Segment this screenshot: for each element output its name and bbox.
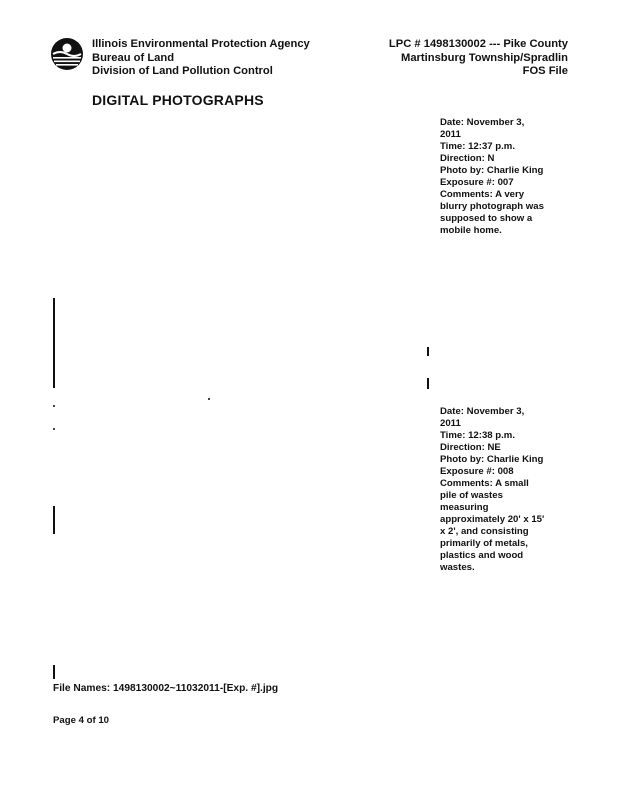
photo-1-photographer: Photo by: Charlie King <box>440 165 544 176</box>
page-title: DIGITAL PHOTOGRAPHS <box>92 92 264 108</box>
photo-2-comments-line: x 2', and consisting <box>440 526 529 537</box>
photo-2-comments-line: primarily of metals, <box>440 538 528 549</box>
photo-1-comments-line: supposed to show a <box>440 213 533 224</box>
site-location: Martinsburg Township/Spradlin <box>401 51 568 64</box>
photo-frame-edge <box>53 665 55 679</box>
photo-2-details <box>440 406 564 574</box>
lpc-number: LPC # 1498130002 --- Pike County <box>388 38 568 50</box>
photo-frame-edge <box>427 378 429 389</box>
photo-2-year: 2011 <box>440 418 461 429</box>
photo-2-comments-line: wastes. <box>440 562 475 573</box>
photo-1-direction: Direction: N <box>440 153 495 164</box>
agency-name: Illinois Environmental Protection Agency <box>92 38 310 50</box>
iepa-logo <box>50 37 84 71</box>
photo-frame-edge <box>427 347 429 356</box>
photo-2-comments: Comments: A small <box>440 478 529 489</box>
photo-1-comments-line: mobile home. <box>440 225 502 236</box>
photo-1-time: Time: 12:37 p.m. <box>440 141 516 152</box>
photo-frame-edge <box>53 506 55 534</box>
photo-2-date: Date: November 3, <box>440 406 525 417</box>
page-number: Page 4 of 10 <box>53 715 109 726</box>
division-name: Division of Land Pollution Control <box>92 65 273 78</box>
agency-header <box>92 38 310 79</box>
photo-2-comments-line: measuring <box>440 502 489 513</box>
photo-1-date: Date: November 3, <box>440 117 525 128</box>
site-header <box>389 38 568 79</box>
iepa-logo-icon <box>50 37 84 71</box>
photo-1-comments-line: blurry photograph was <box>440 201 544 212</box>
scan-speck <box>208 398 210 400</box>
scan-speck <box>53 428 55 430</box>
photo-1-comments: Comments: A very <box>440 189 525 200</box>
file-type: FOS File <box>522 65 568 78</box>
photo-1-year: 2011 <box>440 129 461 140</box>
bureau-name: Bureau of Land <box>92 51 175 64</box>
photo-2-exposure: Exposure #: 008 <box>440 466 514 477</box>
photo-2-comments-line: approximately 20' x 15' <box>440 514 545 525</box>
photo-2-time: Time: 12:38 p.m. <box>440 430 516 441</box>
photo-2-direction: Direction: NE <box>440 442 501 453</box>
photo-2-photographer: Photo by: Charlie King <box>440 454 544 465</box>
photo-frame-edge <box>53 298 55 388</box>
photo-2-comments-line: pile of wastes <box>440 490 503 501</box>
file-names: File Names: 1498130002~11032011-[Exp. #].jpg <box>53 683 279 694</box>
photo-1-details <box>440 117 564 237</box>
photo-2-comments-line: plastics and wood <box>440 550 524 561</box>
scan-speck <box>53 405 55 407</box>
photo-1-exposure: Exposure #: 007 <box>440 177 514 188</box>
